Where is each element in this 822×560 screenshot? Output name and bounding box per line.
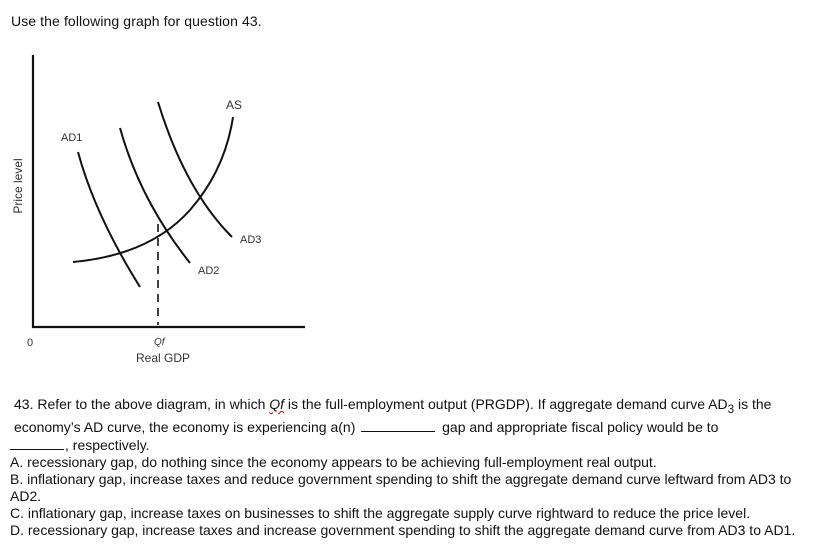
choice-b: B. inflationary gap, increase taxes and reduce government spending to shift the aggregate demand curve leftward from AD3 to AD2. (10, 470, 792, 504)
origin-label: 0 (27, 337, 34, 349)
question-stem: 43. Refer to the above diagram, in which Qf is the full-employment output (PRGDP). If aggregate demand curve $AD_3$ is the economy’s AD curve, the economy is experiencing a(n) gap and appropriate fiscal policy would be to (14, 396, 772, 435)
y-axis-label: Price level (11, 158, 25, 214)
qf-label: Qf (154, 337, 165, 348)
as-curve (73, 117, 233, 262)
ad2-curve (120, 128, 190, 263)
choice-a: A. recessionary gap, do nothing since the economy appears to be achieving full-employment real output. (10, 453, 657, 470)
ad1-label: AD1 (61, 132, 83, 144)
question-43 (10, 396, 810, 539)
qf-symbol: Qf (269, 396, 285, 412)
ad3-curve (158, 102, 232, 237)
question-stem-continued: , respectively. (10, 436, 810, 454)
blank-1 (361, 418, 435, 432)
as-label: AS (226, 98, 243, 112)
x-axis-label: Real GDP (135, 351, 191, 365)
ad1-curve (78, 152, 140, 287)
choice-c: C. inflationary gap, increase taxes on businesses to shift the aggregate supply curve rightward to reduce the price level. (10, 504, 751, 521)
choice-d: D. recessionary gap, increase taxes and increase government spending to shift the aggregate demand curve from AD3 to AD1. (10, 521, 796, 538)
ad2-label: AD2 (198, 265, 220, 277)
question-header: Use the following graph for question 43. (11, 13, 262, 29)
ad3-label: AD3 (240, 234, 262, 246)
blank-2 (10, 436, 64, 450)
